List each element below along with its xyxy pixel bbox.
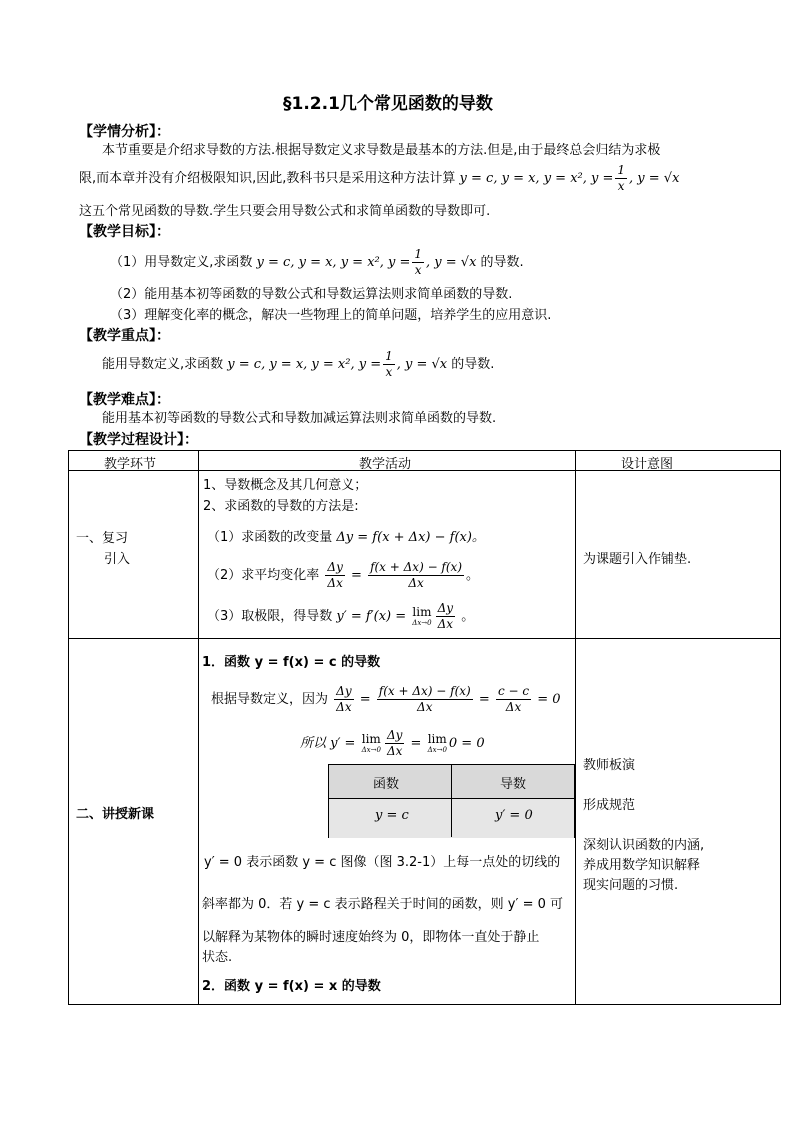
def-tail: = 0 (537, 692, 561, 707)
frac-den: Δx (437, 617, 454, 631)
inner-header-derivative: 导数 (500, 777, 527, 792)
so-fraction (385, 728, 404, 759)
goal1-suffix: 的导数. (480, 255, 524, 270)
row2-intent-3c: 现实问题的习惯. (583, 878, 679, 893)
frac-den: x (414, 263, 422, 277)
goal-1 (110, 247, 524, 278)
row1-activity-2: 2、求函数的导数的方法是: (203, 499, 359, 514)
analysis-paragraph-line2 (79, 163, 679, 194)
frac-num: f(x + Δx) − f(x) (378, 684, 471, 698)
frac-den: Δx (408, 576, 424, 590)
key-points-heading: 【教学重点】： (79, 328, 170, 344)
def-fraction-2 (377, 684, 473, 715)
step2-lhs-fraction (325, 560, 344, 591)
analysis-line2-text: 限,而本章并没有介绍极限知识,因此,教科书只是采用这种方法计算 (79, 171, 456, 186)
goals-heading: 【教学目标】： (79, 224, 170, 240)
fraction-one-over-x (615, 163, 627, 194)
so-limit-1 (362, 733, 381, 755)
key-prefix: 能用导数定义,求函数 (102, 357, 224, 372)
goal-2: （2）能用基本初等函数的导数公式和导数运算法则求简单函数的导数. (110, 287, 513, 302)
row1-step2: （2）求平均变化率 $\frac{\Delta y}{\Delta x}$ = $\frac{f(x + \Delta x) - f(x)}{\Delta x}$ 。 (207, 560, 480, 590)
lim-sub: Δx→0 (361, 745, 381, 754)
row2-explanation-4: 状态. (202, 950, 233, 965)
function-derivative-table (328, 764, 575, 838)
so-prefix: 所以 y′ = (300, 736, 356, 751)
frac-num: Δy (386, 728, 403, 742)
header-intent: 设计意图 (621, 457, 674, 472)
lim-label: lim (361, 731, 381, 746)
row2-intent-2: 形成规范 (583, 798, 636, 813)
frac-num: Δy (336, 684, 352, 698)
step2-end: 。 (466, 568, 480, 583)
process-heading: 【教学过程设计】： (79, 432, 198, 448)
def-fraction-1 (334, 684, 353, 715)
row2-explanation-1: y′ = 0 表示函数 y = c 图像（图 3.2-1）上每一点处的切线的 (204, 855, 561, 870)
key-fraction (383, 349, 395, 380)
frac-den: Δx (386, 744, 403, 758)
def-fraction-3 (496, 684, 531, 715)
row2-so (300, 726, 485, 762)
step3-end: 。 (461, 609, 475, 624)
goal1-fraction (412, 247, 424, 278)
analysis-functions-a: y = c, y = x, y = x², y = (459, 171, 614, 186)
step3-label: （3）取极限，得导数 (207, 609, 333, 624)
key-functions-a: y = c, y = x, y = x², y = (227, 357, 382, 372)
frac-den: x (385, 365, 393, 379)
analysis-paragraph-line1: 本节重要是介绍求导数的方法.根据导数定义求导数是最基本的方法.但是,由于最终总会归结为求极 (102, 143, 661, 158)
step2-rhs-fraction (368, 560, 464, 591)
so-tail: 0 = 0 (448, 736, 485, 751)
frac-num: Δy (327, 560, 343, 574)
key-suffix: 的导数. (451, 357, 495, 372)
so-limit-2 (428, 733, 447, 755)
inner-value-derivative: y′ = 0 (495, 808, 533, 823)
frac-den: Δx (327, 576, 343, 590)
row1-intent: 为课题引入作铺垫. (583, 552, 692, 567)
frac-num: 1 (385, 349, 393, 363)
step3-formula: y′ = f′(x) = (336, 609, 407, 624)
row1-step1 (207, 526, 485, 545)
row2-heading-2: 2．函数 y = f(x) = x 的导数 (202, 979, 381, 994)
analysis-heading: 【学情分析】： (79, 124, 170, 140)
frac-num: c − c (497, 684, 530, 698)
row1-step3 (207, 599, 474, 635)
row2-heading-1: 1．函数 y = f(x) = c 的导数 (202, 655, 381, 670)
step3-fraction (436, 601, 455, 632)
lim-sub: Δx→0 (427, 745, 447, 754)
row2-explanation-2: 斜率都为 0．若 y = c 表示路程关于时间的函数，则 y′ = 0 可 (202, 897, 564, 912)
row2-explanation-3: 以解释为某物体的瞬时速度始终为 0，即物体一直处于静止 (202, 930, 540, 945)
frac-den: Δx (505, 700, 522, 714)
difficulty-text: 能用基本初等函数的导数公式和导数加减运算法则求简单函数的导数. (102, 411, 497, 426)
analysis-functions-b: , y = √x (629, 171, 680, 186)
frac-num: f(x + Δx) − f(x) (370, 560, 463, 574)
frac-den: x (617, 179, 625, 193)
lim-sub: Δx→0 (412, 618, 432, 627)
step1-formula: Δy = f(x + Δx) − f(x)。 (336, 530, 485, 545)
frac-den: Δx (417, 700, 433, 714)
so-mid: = (410, 736, 422, 751)
goal1-prefix: （1）用导数定义,求函数 (110, 255, 253, 270)
row2-intent-1: 教师板演 (583, 758, 636, 773)
header-activity: 教学活动 (359, 457, 412, 472)
row1-activity-1: 1、导数概念及其几何意义； (203, 478, 368, 493)
step2-label: （2）求平均变化率 (207, 568, 320, 583)
goal-3: （3）理解变化率的概念，解决一些物理上的简单问题，培养学生的应用意识. (110, 308, 552, 323)
row2-stage: 二、讲授新课 (76, 807, 155, 822)
header-stage: 教学环节 (104, 457, 157, 472)
row2-intent-3a: 深刻认识函数的内涵, (583, 838, 705, 853)
row2-definition: 根据导数定义，因为 $\frac{\Delta y}{\Delta x}$ = $\frac{f(x + \Delta x) - f(x)}{\Delta x}$ = $\frac{c - c}{\Delta x}$ = 0 (211, 684, 561, 714)
goal1-functions-a: y = c, y = x, y = x², y = (256, 255, 411, 270)
inner-value-function: y = c (375, 808, 409, 823)
lim-label: lim (412, 604, 432, 619)
step3-limit (412, 606, 431, 628)
inner-header-function: 函数 (373, 777, 400, 792)
lim-label: lim (427, 731, 447, 746)
frac-num: 1 (414, 247, 423, 261)
goal1-functions-b: , y = √x (426, 255, 477, 270)
row1-stage-line1: 一、复习 (76, 531, 129, 546)
frac-num: 1 (617, 163, 626, 177)
row1-stage-line2: 引入 (104, 552, 131, 567)
step1-label: （1）求函数的改变量 (207, 530, 333, 545)
analysis-paragraph-line3: 这五个常见函数的导数.学生只要会用导数公式和求简单函数的导数即可. (79, 204, 491, 219)
key-functions-b: , y = √x (396, 357, 448, 372)
row2-intent-3b: 养成用数学知识解释 (583, 858, 701, 873)
difficulty-heading: 【教学难点】： (79, 392, 170, 408)
frac-den: Δx (336, 700, 352, 714)
page-title: §1.2.1几个常见函数的导数 (283, 94, 493, 114)
frac-num: Δy (437, 601, 454, 615)
key-points-text (102, 349, 494, 380)
def-prefix: 根据导数定义，因为 (211, 692, 329, 707)
